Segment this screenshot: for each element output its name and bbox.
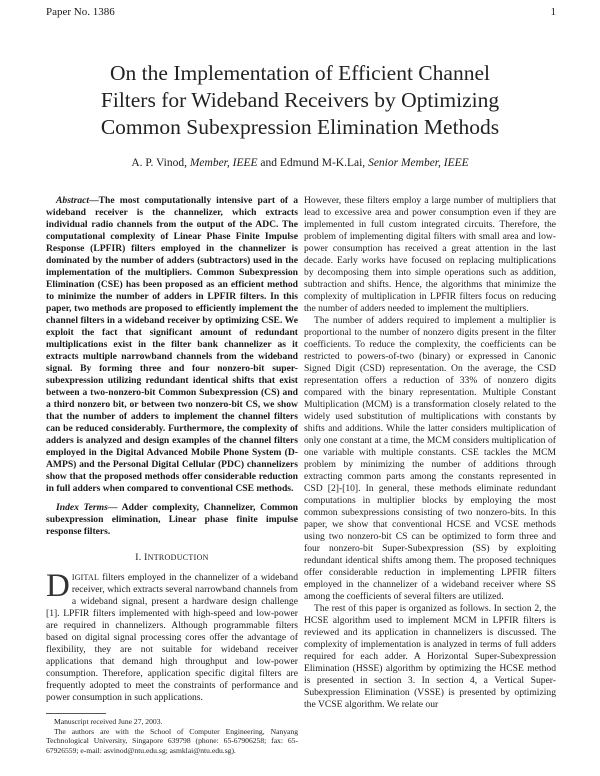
body-paragraph-2: The number of adders required to implement a multiplier is proportional to the number of nonzero digits present in the filter coefficients. To reduce the complexity, the coefficients can be restricted to powers-of-two (binary) or expressed in Canonic Signed Digit (CSD) representation. On the average, the CSD representation offers a reduction of 33% of nonzero digits compared with the binary representation. Multiple Constant Multiplication (MCM) is a transformation closely related to the widely used substitution of multiplications with constants by shifts and additions. While the latter considers multiplication of only one constant at a time, the MCM considers multiplication of one variable with multiple constants. CSE tackles the MCM problem by minimizing the number of additions through extracting common parts among the constants represented in CSD [2]-[10]. In general, these methods eliminate redundant computations in multiplier blocks by employing the most common subexpressions consisting of two nonzero-bits. In this paper, we show that conventional HCSE and VCSE methods using two nonzero-bit CS can be optimized to form three and four nonzero-bit Super-Subexpression (SS) by exploiting redundant identical shifts among them. The proposed techniques offer considerable reduction in implementing LPFIR filters employed in the channelizer of a wideband receiver where SS among the coefficients of several filters are utilized. bbox=[304, 315, 556, 602]
title-line-1: On the Implementation of Efficient Channel bbox=[110, 61, 490, 85]
title-line-3: Common Subexpression Elimination Methods bbox=[100, 115, 500, 139]
intro-text: filters employed in the channelizer of a wideband receiver, which extracts several narrowband channels from a wideband signal, present a hardware design challenge [1]. LPFIR filters implemented with high-speed and low-power are required in channelizers. Although programmable filters based on digital signal processing cores offer the advantage of flexibility, they are not suitable for wideband receiver applications that demand high throughput and low-power consumption. Therefore, application specific digital filters are frequently adopted to meet the constraints of performance and power consumption in such applications. bbox=[46, 572, 298, 703]
section-numeral: I. bbox=[135, 552, 145, 563]
abstract-text: —The most computationally intensive part of a wideband receiver is the channelizer, which extracts individual radio channels from the output of the ADC. The computational complexity of Linear Phase Finite Impulse Response (LPFIR) filters employed in the channelizer is dominated by the number of adders (subtractors) used in the implementation of the multipliers. Common Subexpression Elimination (CSE) has been proposed as an efficient method to minimize the number of adders in LPFIR filters. In this paper, two methods are proposed to efficiently implement the channel filters in a wideband receiver by optimizing CSE. We exploit the fact that significant amount of redundant multiplications exist in the filter bank channelizer as it extracts multiple narrowband channels from the wideband signal. By forming three and four nonzero-bit super-subexpression utilizing redundant identical shifts that exist between a two-nonzero-bit Common Subexpression (CS) and a third nonzero bit, or between two nonzero-bit CS, we show that the number of adders to implement the channel filters can be reduced considerably. Furthermore, the complexity of adders is analyzed and design examples of the channel filters employed in the Digital Advanced Mobile Phone System (D-AMPS) and the Personal Digital Cellular (PDC) channelizers show that the proposed methods offer considerable reduction in full adders when compared to conventional CSE methods. bbox=[46, 195, 298, 494]
left-column bbox=[46, 195, 298, 755]
index-terms-label: Index Terms bbox=[56, 502, 108, 513]
footnote-received: Manuscript received June 27, 2003. bbox=[54, 717, 163, 726]
abstract bbox=[46, 195, 298, 495]
intro-paragraph bbox=[46, 568, 298, 704]
index-terms bbox=[46, 502, 298, 538]
abstract-label: Abstract bbox=[56, 195, 90, 206]
author-1-name: A. P. Vinod, bbox=[131, 157, 190, 169]
paper-number: Paper No. 1386 bbox=[46, 6, 115, 18]
page-number: 1 bbox=[550, 6, 556, 18]
section-title-rest: NTRODUCTION bbox=[147, 553, 209, 562]
section-heading-introduction bbox=[46, 552, 298, 564]
body-paragraph-1: However, these filters employ a large number of multipliers that lead to excessive area and power consumption even if they are implemented in full custom integrated circuits. Therefore, the problem of implementing digital filters with small area and low-power consumption has received a great attention in the last decade. Early works have focused on replacing multiplications by decomposing them into simple operations such as addition, subtraction and shifts. Hence, the algorithms that minimize the complexity of multiplication in LPFIR filters focus on reducing the number of adders needed to implement the multipliers. bbox=[304, 195, 556, 314]
author-1-role: Member, IEEE bbox=[189, 157, 258, 169]
body-paragraph-3: The rest of this paper is organized as follows. In section 2, the HCSE algorithm used to implement MCM in LPFIR filters is reviewed and its application in channelizers is discussed. The complexity of implementation is analyzed in terms of full adders required for each adder. A Horizontal Super-Subexpression Elimination (HSSE) algorithm by optimizing the HCSE method is presented in section 3. In section 4, a Vertical Super-Subexpression Elimination (VSSE) is presented by optimizing the VCSE algorithm. We relate our bbox=[304, 603, 556, 710]
footnote-affiliation: The authors are with the School of Computer Engineering, Nanyang Technological University, Singapore 639798 (phone: 65-67906258; fax: 65-67926559; e-mail: asvinod@ntu.edu.sg; asmklai@ntu.edu.sg). bbox=[46, 726, 298, 755]
footnote-divider bbox=[46, 713, 106, 714]
author-conjunction: and Edmund M-K.Lai, bbox=[257, 157, 369, 169]
paper-title bbox=[30, 60, 570, 141]
footnotes bbox=[46, 713, 298, 755]
section-first-letter: I bbox=[144, 552, 148, 563]
index-terms-text: — Adder complexity, Channelizer, Common subexpression elimination, Linear phase finite impulse response filters. bbox=[46, 502, 298, 537]
right-column bbox=[304, 195, 556, 711]
title-line-2: Filters for Wideband Receivers by Optimizing bbox=[100, 88, 500, 112]
drop-cap: D bbox=[46, 568, 70, 604]
intro-smallcaps-word: IGITAL bbox=[71, 573, 100, 582]
author-line bbox=[30, 157, 570, 169]
author-2-role: Senior Member, IEEE bbox=[368, 157, 469, 169]
